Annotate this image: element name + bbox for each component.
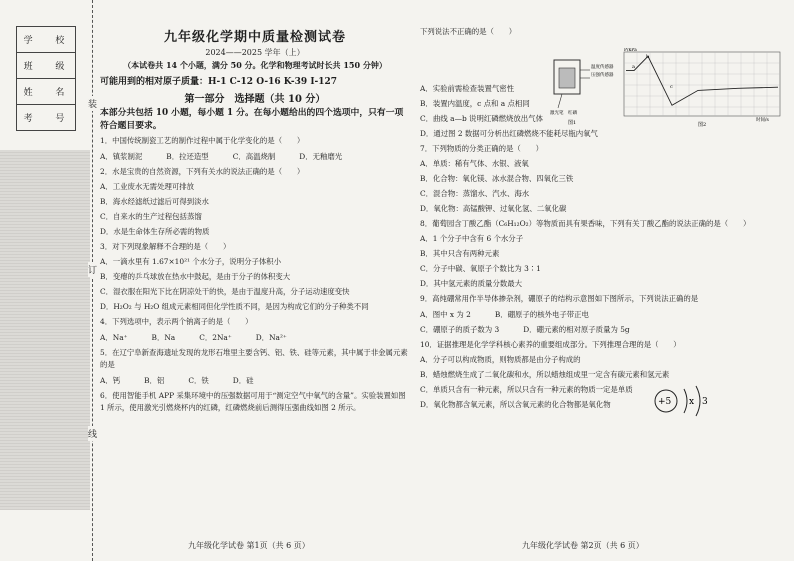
option: B．其中只含有两种元素 bbox=[420, 249, 500, 258]
figure-1-and-2 bbox=[548, 48, 784, 128]
chart-xlabel: 时间/s bbox=[756, 118, 769, 123]
section-intro: 本部分共包括 10 小题，每小题 1 分。在每小题给出的四个选项中，只有一项符合题目要求。 bbox=[100, 108, 404, 131]
option: C．自来水的生产过程包括蒸馏 bbox=[100, 212, 202, 221]
electron-shell-2 bbox=[696, 386, 700, 416]
footer-left: 九年级化学试卷 第1页（共 6 页） bbox=[188, 541, 310, 550]
option: A．分子可以构成物质，则物质都是由分子构成的 bbox=[420, 355, 581, 364]
question-1-options bbox=[100, 151, 410, 162]
point-c-label: c bbox=[670, 84, 673, 90]
option: A．图中 x 为 2 bbox=[420, 310, 471, 319]
figure-2-chart bbox=[624, 48, 780, 128]
fig1-label: 红磷 bbox=[568, 111, 577, 116]
option: C．分子中碳、氧原子个数比为 3∶1 bbox=[420, 264, 541, 273]
beaker bbox=[559, 68, 575, 88]
question-6: 6．使用智能手机 APP 采集环境中的压强数据可用于“测定空气中氧气的含量”。实验装置如图 1 所示，使用激光引燃烧杯内的红磷，红磷燃烧前后测得压强曲线如图 2 所示。 bbox=[100, 391, 406, 412]
shell-1-electrons: x bbox=[689, 397, 695, 407]
shaded-band bbox=[0, 150, 90, 510]
option: D．硅 bbox=[232, 376, 254, 385]
option: D．其中氢元素的质量分数最大 bbox=[420, 279, 523, 288]
bind-char-zhuang: 装 bbox=[88, 96, 97, 111]
option: A．一滴水里有 1.67×10²¹ 个水分子，说明分子体积小 bbox=[100, 257, 282, 266]
option: D．氧化物都含氧元素，所以含氧元素的化合物都是氧化物 bbox=[420, 400, 611, 409]
option: A．镇浆制泥 bbox=[100, 152, 143, 161]
class-field: 班 级 bbox=[17, 53, 76, 79]
option: C．单质只含有一种元素，所以只含有一种元素的物质一定是单质 bbox=[420, 385, 633, 394]
option: C．硼原子的质子数为 3 bbox=[420, 325, 500, 334]
question-9-options-row1 bbox=[420, 309, 780, 320]
fig1-label: 温度传感器 bbox=[591, 65, 614, 70]
option: A．实验前需检查装置气密性 bbox=[420, 84, 515, 93]
question-10: 10．证据推理是化学学科核心素养的重要组成部分。下列推理合理的是（ ） bbox=[420, 340, 681, 349]
bind-char-ding: 订 bbox=[88, 262, 97, 277]
electron-shell-1 bbox=[684, 389, 687, 413]
option: B．变瘪的乒乓球放在热水中鼓起，是由于分子的体积变大 bbox=[100, 272, 291, 281]
question-9-options-row2 bbox=[420, 324, 780, 335]
option: A．Na⁺ bbox=[100, 333, 128, 342]
option: C．湿衣服在阳光下比在阴凉处干的快，是由于温度升高，分子运动速度变快 bbox=[100, 287, 350, 296]
figure-1-apparatus bbox=[550, 60, 614, 126]
option: A．单质：稀有气体、水银、液氧 bbox=[420, 159, 529, 168]
name-field: 姓 名 bbox=[17, 79, 76, 105]
fig1-label: 压强传感器 bbox=[591, 73, 614, 78]
option: D．无釉磨光 bbox=[299, 152, 343, 161]
option: B．海水经滤纸过滤后可得到淡水 bbox=[100, 197, 209, 206]
shell-2-electrons: 3 bbox=[702, 397, 708, 407]
nucleus-charge: +5 bbox=[658, 397, 672, 407]
binding-line bbox=[92, 0, 93, 561]
question-8: 8．葡萄园含丁酸乙酯（C₆H₁₂O₂）等物质而具有果香味，下列有关丁酸乙酯的说法正确的是（ ） bbox=[420, 219, 751, 228]
question-6-continued: 下列说法不正确的是（ ） bbox=[420, 27, 517, 36]
option: D．水是生命体生存所必需的物质 bbox=[100, 227, 210, 236]
option: C．2Na⁺ bbox=[199, 333, 232, 342]
boron-atom-diagram bbox=[652, 383, 722, 419]
question-5-options bbox=[100, 375, 410, 386]
student-info-table bbox=[16, 26, 76, 131]
fig2-caption: 图2 bbox=[698, 122, 707, 128]
option: D．硼元素的相对原子质量为 5g bbox=[523, 325, 630, 334]
option: A．工业废水无需处理可排放 bbox=[100, 182, 195, 191]
chart-ylabel: P/kPa bbox=[624, 48, 637, 53]
option: C．曲线 a—b 说明红磷燃烧放出气体 bbox=[420, 114, 543, 123]
question-1: 1．中国传统制瓷工艺的制作过程中属于化学变化的是（ ） bbox=[100, 136, 305, 145]
option: C．铁 bbox=[188, 376, 209, 385]
option: D．氧化物：高锰酸钾、过氧化氢、二氧化碳 bbox=[420, 204, 567, 213]
chart-grid bbox=[624, 52, 780, 116]
option: B．硼原子的核外电子带正电 bbox=[494, 310, 589, 319]
school-year: 2024——2025 学年（上） bbox=[205, 48, 305, 57]
option: B．拉还造型 bbox=[166, 152, 209, 161]
question-4-options bbox=[100, 332, 410, 343]
option: B．蜡烛燃烧生成了二氧化碳和水，所以蜡烛组成里一定含有碳元素和氢元素 bbox=[420, 370, 670, 379]
exam-number-field: 考 号 bbox=[17, 105, 76, 131]
option: D．H₂O₂ 与 H₂O 组成元素相同但化学性质不同，是因为构成它们的分子种类不同 bbox=[100, 302, 369, 311]
fig1-label: 激光笔 bbox=[550, 111, 564, 116]
question-4: 4．下列选项中，表示两个钠离子的是（ ） bbox=[100, 317, 253, 326]
question-2: 2．水是宝贵的自然资源，下列有关水的说法正确的是（ ） bbox=[100, 167, 305, 176]
option: A．钙 bbox=[100, 376, 121, 385]
left-column bbox=[100, 24, 410, 416]
exam-title: 九年级化学期中质量检测试卷 bbox=[163, 30, 346, 45]
option: B．装置内温度，c 点和 a 点相同 bbox=[420, 99, 530, 108]
footer-right: 九年级化学试卷 第2页（共 6 页） bbox=[522, 541, 644, 550]
question-9: 9．高纯硼常用作半导体掺杂剂，硼原子的结构示意图如下图所示，下列说法正确的是 bbox=[420, 294, 699, 303]
option: B．Na bbox=[151, 333, 176, 342]
option: C．高温烧制 bbox=[232, 152, 276, 161]
option: C．混合物：蒸馏水、汽水、海水 bbox=[420, 189, 530, 198]
option: D．通过图 2 数据可分析出红磷燃烧不能耗尽瓶内氧气 bbox=[420, 129, 598, 138]
atomic-masses: 可能用到的相对原子质量：H-1 C-12 O-16 K-39 I-127 bbox=[100, 77, 338, 87]
exam-note: （本试卷共 14 个小题，满分 50 分。化学和物理考试时长共 150 分钟） bbox=[123, 60, 387, 70]
question-3: 3．对下列现象解释不合理的是（ ） bbox=[100, 242, 231, 251]
bind-char-xian: 线 bbox=[88, 426, 97, 441]
option: A．1 个分子中含有 6 个水分子 bbox=[420, 234, 524, 243]
school-field: 学 校 bbox=[17, 27, 76, 53]
laser-wire bbox=[558, 94, 562, 108]
question-5: 5．在辽宁阜新查海遗址发现的龙形石堆里主要含钙、铝、铁、硅等元素，其中属于非金属元素的是 bbox=[100, 348, 408, 369]
fig1-caption: 图1 bbox=[568, 120, 577, 126]
section-title: 第一部分 选择题（共 10 分） bbox=[184, 94, 326, 105]
point-a-label: a bbox=[632, 64, 635, 70]
question-7: 7．下列物质的分类正确的是（ ） bbox=[420, 144, 543, 153]
point-b-label: b bbox=[646, 54, 650, 60]
option: B．铝 bbox=[144, 376, 165, 385]
option: D．Na²⁺ bbox=[255, 333, 287, 342]
option: B．化合物：氧化镁、冰水混合物、四氧化三铁 bbox=[420, 174, 574, 183]
binding-margin bbox=[0, 0, 96, 561]
